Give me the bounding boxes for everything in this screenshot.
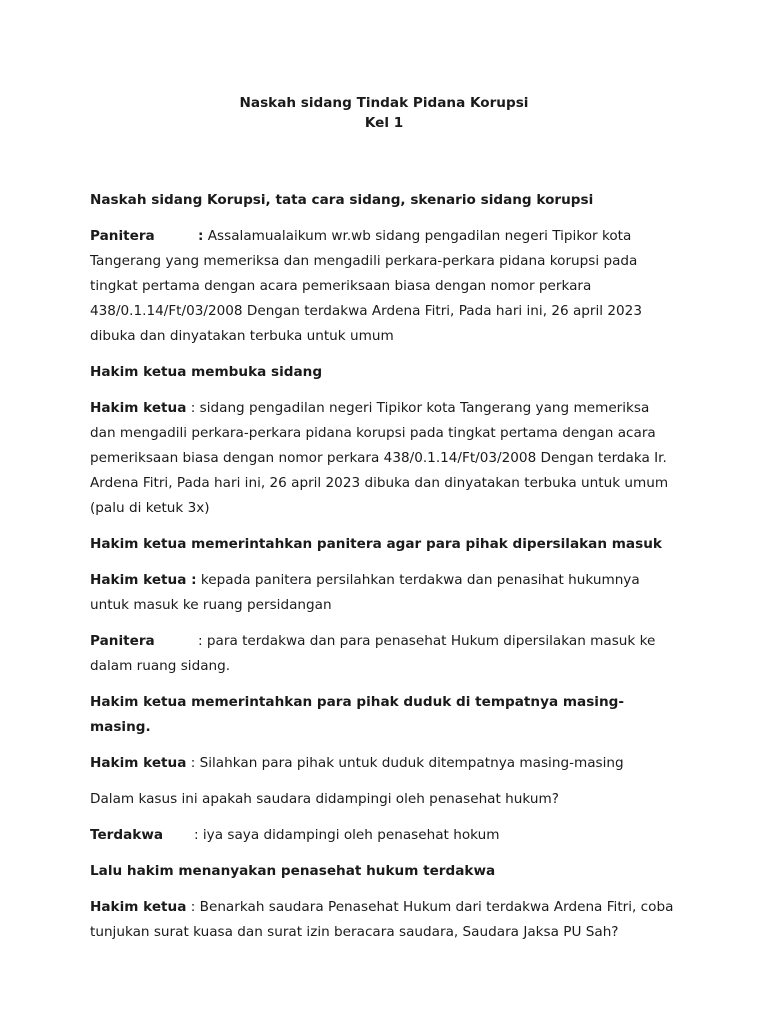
paragraph-text: : para terdakwa dan para penasehat Hukum dipersilakan masuk ke dalam ruang sidang.: [90, 633, 656, 674]
heading-penasehat: Lalu hakim menanyakan penasehat hukum terdakwa: [90, 863, 496, 879]
paragraph-hakim-order: [90, 568, 678, 618]
heading-duduk: Hakim ketua memerintahkan para pihak duduk di tempatnya masing-masing.: [90, 694, 625, 735]
document-subtitle: Kel 1: [364, 115, 404, 131]
paragraph-text: : Silahkan para pihak untuk duduk ditempatnya masing-masing: [186, 755, 624, 771]
paragraph-text: : Benarkah saudara Penasehat Hukum dari terdakwa Ardena Fitri, coba tunjukan surat kuasa dan surat izin beracara saudara, Saudara Jaksa PU Sah?: [90, 899, 674, 940]
paragraph-hakim-seat: [90, 751, 678, 776]
document-title: Naskah sidang Tindak Pidana Korupsi: [239, 95, 529, 111]
paragraph-hakim-penasehat: [90, 895, 678, 945]
paragraph-question: Dalam kasus ini apakah saudara didampingi oleh penasehat hukum?: [90, 791, 559, 807]
speaker-label: Hakim ketua: [90, 400, 187, 416]
paragraph-terdakwa-answer: [90, 823, 678, 848]
speaker-colon: :: [198, 228, 204, 244]
paragraph-text: kepada panitera persilahkan terdakwa dan penasihat hukumnya untuk masuk ke ruang persidangan: [90, 572, 640, 613]
paragraph-panitera-invite: [90, 629, 678, 679]
speaker-label: Hakim ketua: [90, 899, 187, 915]
heading-hakim-membuka: Hakim ketua membuka sidang: [90, 364, 323, 380]
speaker-label: Terdakwa: [90, 827, 164, 843]
speaker-label: Panitera: [90, 633, 155, 649]
paragraph-hakim-opening: [90, 396, 678, 521]
paragraph-text: : iya saya didampingi oleh penasehat hokum: [194, 827, 500, 843]
paragraph-text: : sidang pengadilan negeri Tipikor kota Tangerang yang memeriksa dan mengadili perkara-perkara pidana korupsi pada tingkat pertama dengan acara pemeriksaan biasa dengan nomor perkara 438/0.1.14/Ft/03/2008 Dengan terdaka Ir. Ardena Fitri, Pada hari ini, 26 april 2023 dibuka dan dinyatakan terbuka untuk umum (palu di ketuk 3x): [90, 400, 669, 516]
speaker-label: Hakim ketua :: [90, 572, 197, 588]
section-heading: Naskah sidang Korupsi, tata cara sidang, skenario sidang korupsi: [90, 192, 594, 208]
paragraph-panitera-opening: [90, 224, 678, 349]
speaker-label: Panitera: [90, 228, 155, 244]
paragraph-text: Assalamualaikum wr.wb sidang pengadilan negeri Tipikor kota Tangerang yang memeriksa dan mengadili perkara-perkara pidana korupsi pada tingkat pertama dengan acara pemeriksaan biasa dengan nomor perkara 438/0.1.14/Ft/03/2008 Dengan terdakwa Ardena Fitri, Pada hari ini, 26 april 2023 dibuka dan dinyatakan terbuka untuk umum: [90, 228, 642, 344]
heading-panitera-order: Hakim ketua memerintahkan panitera agar para pihak dipersilakan masuk: [90, 536, 662, 552]
speaker-label: Hakim ketua: [90, 755, 187, 771]
